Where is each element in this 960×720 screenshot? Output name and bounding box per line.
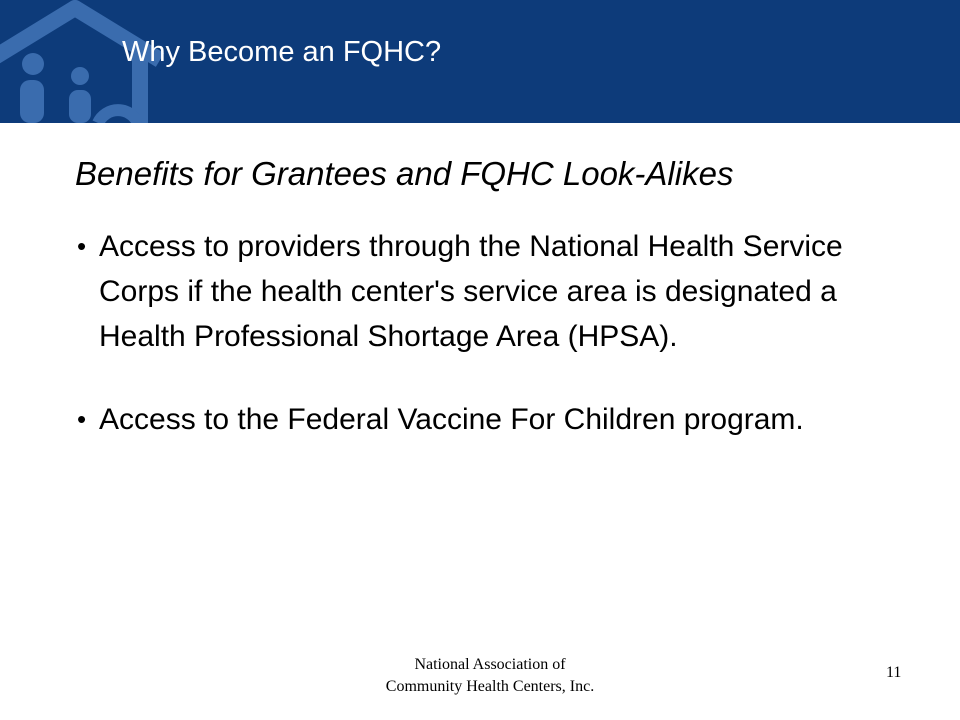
page-number: 11 (886, 664, 902, 681)
slide-title: Why Become an FQHC? (122, 36, 442, 68)
bullet-dot-icon: • (77, 231, 87, 261)
slide-header (0, 0, 960, 123)
bullet-list (77, 224, 877, 442)
bullet-item (77, 224, 877, 359)
slide-subtitle: Benefits for Grantees and FQHC Look-Alikes (75, 155, 734, 192)
footer-organization: National Association of Community Health Centers, Inc. (385, 656, 595, 695)
bullet-text: Access to providers through the National Health Service Corps if the health center's service area is designated a Health Professional Shortage Area (HPSA). (99, 230, 843, 353)
bullet-text: Access to the Federal Vaccine For Children program. (99, 403, 804, 436)
bullet-item (77, 397, 877, 442)
bullet-dot-icon: • (77, 404, 87, 434)
